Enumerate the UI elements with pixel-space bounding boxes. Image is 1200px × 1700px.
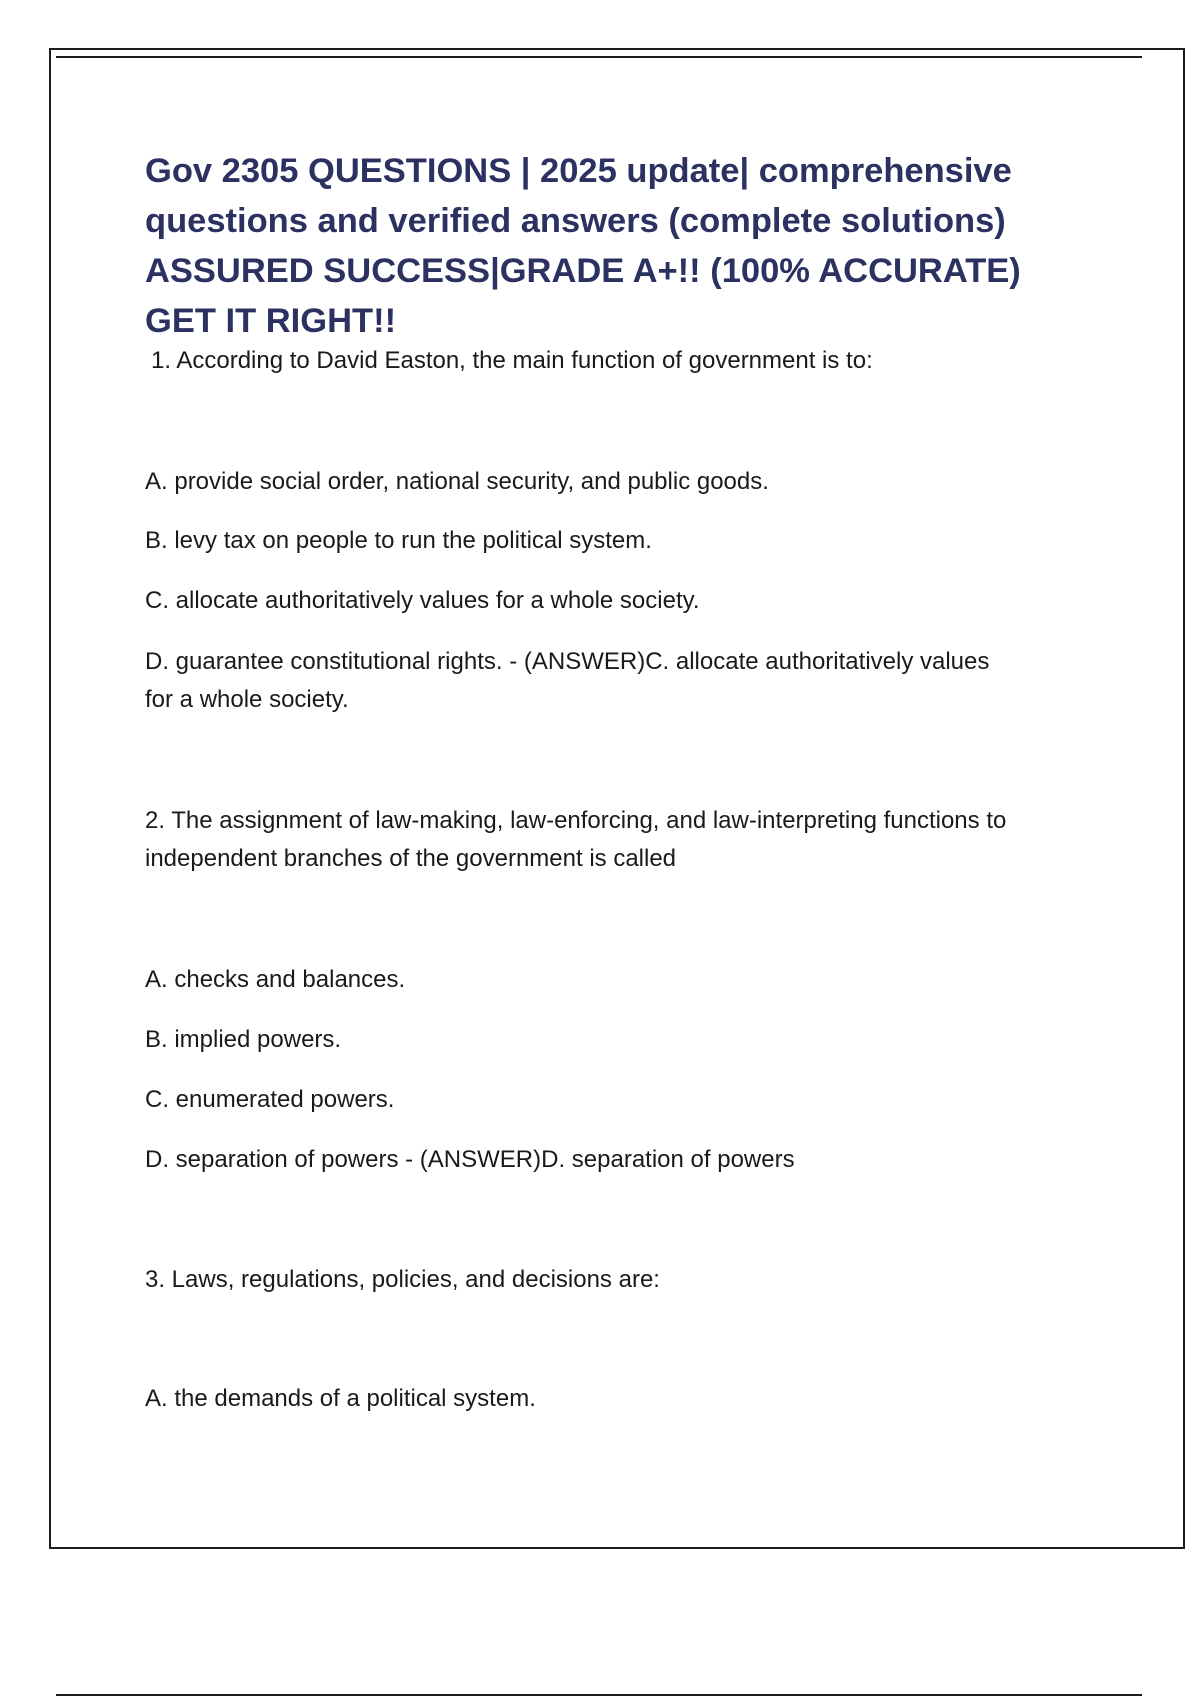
question-1-option-c: C. allocate authoritatively values for a whole society.	[145, 587, 700, 614]
question-1-option-d	[145, 643, 1105, 719]
question-3-option-a: A. the demands of a political system.	[145, 1385, 536, 1412]
title-line: Gov 2305 QUESTIONS | 2025 update| comprehensive	[145, 152, 1012, 190]
title-line: ASSURED SUCCESS|GRADE A+!! (100% ACCURATE)	[145, 252, 1021, 290]
question-3-prompt: 3. Laws, regulations, policies, and decisions are:	[145, 1266, 660, 1293]
title-line: GET IT RIGHT!!	[145, 302, 397, 340]
question-2-option-a: A. checks and balances.	[145, 966, 406, 993]
top-rule	[56, 56, 1142, 58]
document-title	[145, 146, 1105, 346]
question-2-option-c: C. enumerated powers.	[145, 1086, 395, 1113]
title-line: questions and verified answers (complete solutions)	[145, 202, 1006, 240]
question-1-option-d-line: D. guarantee constitutional rights. - (ANSWER)C. allocate authoritatively values	[145, 648, 990, 675]
question-2-option-b: B. implied powers.	[145, 1026, 342, 1053]
question-2-prompt	[145, 802, 1105, 878]
question-2-prompt-line: 2. The assignment of law-making, law-enforcing, and law-interpreting functions to	[145, 807, 1007, 834]
bottom-rule	[56, 1694, 1142, 1696]
question-1-option-a: A. provide social order, national security, and public goods.	[145, 468, 769, 495]
question-2-option-d: D. separation of powers - (ANSWER)D. separation of powers	[145, 1146, 795, 1173]
question-1-option-d-line: for a whole society.	[145, 686, 349, 713]
question-2-prompt-line: independent branches of the government is called	[145, 845, 677, 872]
question-1-option-b: B. levy tax on people to run the political system.	[145, 527, 652, 554]
question-1-prompt: 1. According to David Easton, the main function of government is to:	[151, 347, 873, 374]
